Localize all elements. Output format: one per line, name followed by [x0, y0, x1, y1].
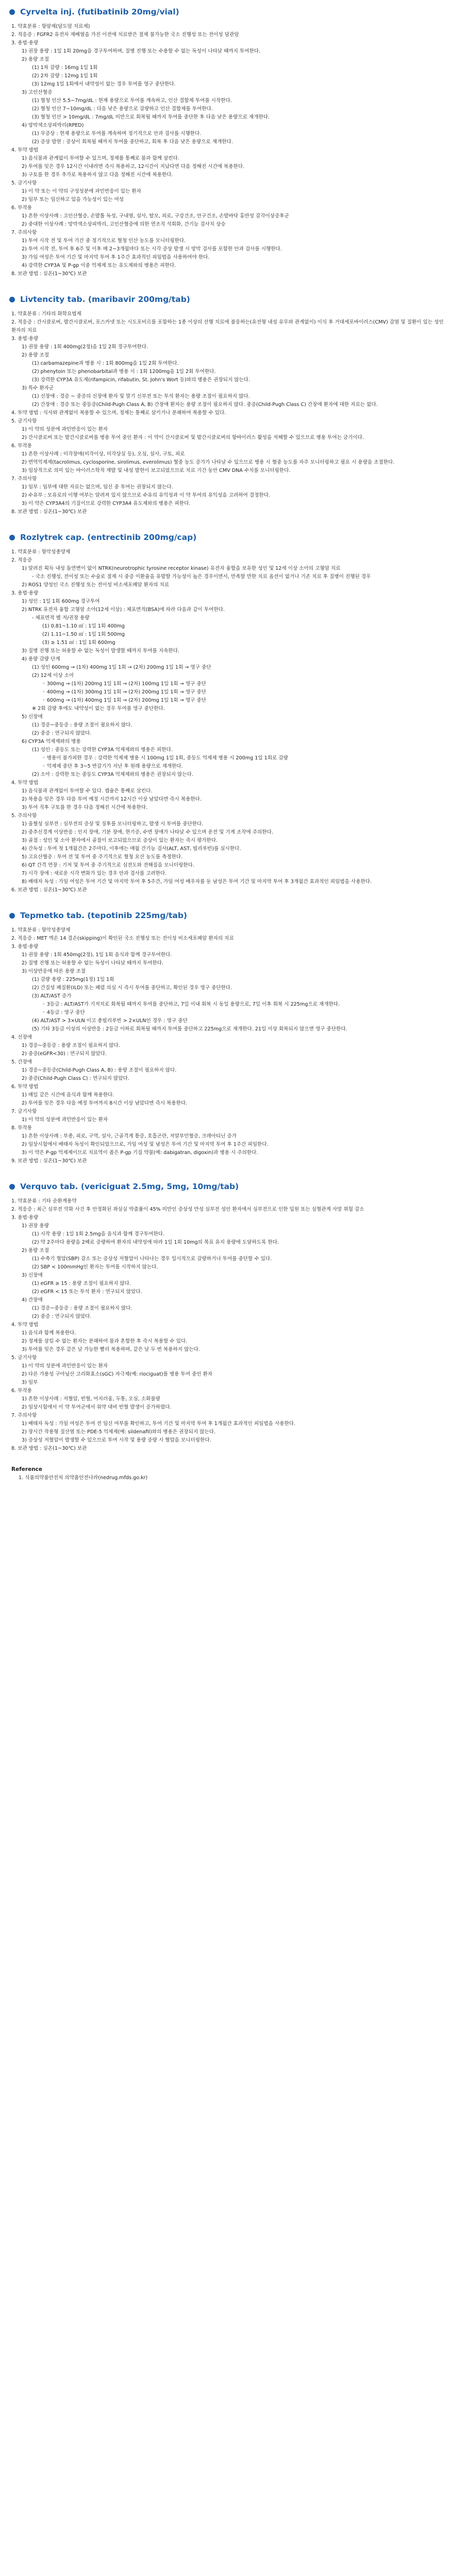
text-line: ◦ 600mg → (1차) 400mg 1일 1회 → (2차) 200mg 1일 1회 → 영구 중단: [42, 698, 206, 703]
text-line: 1) 권장 용량 : 1회 450mg(2정), 1일 1회 음식과 함께 경구투여한다.: [22, 952, 172, 958]
text-line: 2) 중추신경계 이상반응 : 인지 장애, 기분 장애, 현기증, 수면 장애가 나타날 수 있으며 운전 및 기계 조작에 주의한다.: [22, 829, 273, 835]
text-line: (1) 감량 용량 : 225mg(1정) 1일 1회: [32, 977, 114, 982]
text-line: 2) 수유부 : 모유로의 이행 여부는 알려져 있지 않으므로 수유의 유익성과 이 약 투여의 유익성을 고려하여 결정한다.: [22, 493, 270, 498]
drug-name: Rozlytrek cap. (entrectinib 200mg/cap): [20, 533, 197, 542]
text-line: 2) 다른 가용성 구아닐산 고리화효소(sGC) 자극제(예: riociguat)를 병용 투여 중인 환자: [22, 1371, 213, 1377]
section-bullet-icon: [9, 913, 15, 919]
text-line: ◦ 400mg → (1차) 300mg 1일 1회 → (2차) 200mg 1일 1회 → 영구 중단: [42, 689, 206, 695]
text-line: 3) 고인산혈증: [22, 90, 53, 95]
text-line: 1) 울혈성 심부전 : 심부전의 증상 및 징후를 모니터링하고, 발생 시 투여를 중단한다.: [22, 821, 204, 827]
text-line: 2) 중증(Child-Pugh Class C) : 연구되지 않았다.: [22, 1076, 129, 1081]
text-line: 1) 흔한 이상사례 : 고인산혈증, 손발톱 독성, 구내염, 설사, 탈모, 피로, 구강건조, 안구건조, 손발바닥 홍반성 감각이상증후군: [22, 213, 289, 219]
text-line: 2) 중증(eGFR<30) : 연구되지 않았다.: [22, 1051, 107, 1057]
text-line: 5. 금기사항: [11, 1355, 37, 1361]
drug-title: [9, 4, 458, 20]
text-line: 2) ROS1 양성인 국소 진행성 또는 전이성 비소세포폐암 환자의 치료: [22, 582, 170, 588]
text-line: 1. 약효분류 : 기타의 화학요법제: [11, 311, 81, 317]
text-line: 3) 질병 진행 또는 허용할 수 없는 독성이 발생할 때까지 투여를 지속한다.: [22, 648, 179, 654]
text-line: 2) 임부 또는 임신하고 있을 가능성이 있는 여성: [22, 197, 124, 202]
text-line: 3) 증상성 저혈압이 발생할 수 있으므로 투여 시작 및 용량 증량 시 혈압을 모니터링한다.: [22, 1437, 211, 1443]
text-line: 1) 매일 같은 시간에 음식과 함께 복용한다.: [22, 1092, 114, 1098]
drug-title: [9, 530, 458, 545]
text-line: 2) 투여를 잊은 경우 다음 예정 투여까지 8시간 이상 남았다면 즉시 복용한다.: [22, 1100, 188, 1106]
text-line: 1. 약효분류 : 항악성종양제: [11, 927, 71, 933]
text-line: 6) CYP3A 억제제와의 병용: [22, 739, 81, 744]
text-line: 6) QT 간격 연장 : 기저 및 투여 중 주기적으로 심전도와 전해질을 모니터링한다.: [22, 862, 194, 868]
text-line: 4) 강력한 CYP3A 및 P-gp 이중 억제제 또는 유도제와의 병용은 피한다.: [22, 263, 176, 268]
text-line: 2) 장시간 작용형 질산염 또는 PDE-5 억제제(예: sildenafil)와의 병용은 권장되지 않는다.: [22, 1429, 216, 1435]
text-line: 5) 고요산혈증 : 투여 전 및 투여 중 주기적으로 혈청 요산 농도를 측정한다.: [22, 854, 183, 860]
text-line: 8. 부작용: [11, 1125, 32, 1131]
text-line: (2) eGFR < 15 또는 투석 환자 : 연구되지 않았다.: [32, 1289, 142, 1295]
text-line: ◦ 3등급 : ALT/AST가 기저치로 회복될 때까지 투여를 중단하고, 7일 이내 회복 시 동일 용량으로, 7일 이후 회복 시 225mg으로 재개한다.: [42, 1002, 340, 1007]
text-line: (1) 0.81~1.10 ㎡ : 1일 1회 400mg: [42, 623, 125, 629]
text-line: ◦ 병용이 불가피한 경우 : 강력한 억제제 병용 시 100mg 1일 1회, 중등도 억제제 병용 시 200mg 1일 1회로 감량: [42, 755, 288, 761]
text-line: 2. 적응증: [11, 557, 32, 563]
text-line: (2) 1.11~1.50 ㎡ : 1일 1회 500mg: [42, 632, 125, 637]
text-line: (2) 중증 : 연구되지 않았다.: [32, 1314, 92, 1319]
text-line: 1. 약효분류 : 기타 순환계용약: [11, 1198, 77, 1204]
text-line: (1) 성인 : 중등도 또는 강력한 CYP3A 억제제와의 병용은 피한다.: [32, 747, 173, 753]
text-line: (2) 간장애 : 경증 또는 중등증(Child-Pugh Class A, B) 간장애 환자는 용량 조절이 필요하지 않다. 중증(Child-Pugh Class C) 간장애 환자에 대한 자료는 없다.: [32, 402, 378, 408]
text-line: 4. 신장애: [11, 1035, 32, 1040]
text-line: (2) 간질성 폐질환(ILD) 또는 폐렴 의심 시 즉시 투여를 중단하고, 확인된 경우 영구 중단한다.: [32, 985, 232, 991]
text-line: 5. 금기사항: [11, 418, 37, 424]
text-line: 1) 경증~중등증(Child-Pugh Class A, B) : 용량 조절이 필요하지 않다.: [22, 1067, 177, 1073]
text-line: 4. 투약 방법 : 식사와 관계없이 복용할 수 있으며, 정제는 통째로 삼키거나 분쇄하여 복용할 수 있다.: [11, 410, 226, 416]
text-line: - 국소 진행성, 전이성 또는 수술로 절제 시 중증 이환율을 유발할 가능성이 높은 경우이면서, 만족할 만한 치료 옵션이 없거나 기존 치료 후 질병이 진행된 경우: [32, 574, 371, 580]
text-line: 1) 배태자 독성 : 가임 여성은 투여 전 임신 여부를 확인하고, 투여 기간 및 마지막 투여 후 1개월간 효과적인 피임법을 사용한다.: [22, 1421, 296, 1427]
text-line: 8. 보관 방법 : 실온(1~30℃) 보관: [11, 271, 87, 277]
text-line: 3) 구토를 한 경우 추가로 복용하지 않고 다음 정해진 시간에 복용한다.: [22, 172, 173, 178]
text-line: 3. 용법·용량: [11, 590, 39, 596]
text-line: 5. 간장애: [11, 1059, 32, 1065]
text-line: 2. 적응증 : 최근 심부전 악화 사건 후 안정화된 좌심실 박출률이 45% 미만인 증상성 만성 심부전 성인 환자에서 심부전으로 인한 입원 또는 심혈관계 사망 위험 감소: [11, 1207, 364, 1212]
text-line: ※ 2회 감량 후에도 내약성이 없는 경우 투여를 영구 중단한다.: [32, 706, 165, 711]
text-line: 7. 주의사항: [11, 230, 37, 235]
drug-name: Tepmetko tab. (tepotinib 225mg/tab): [20, 911, 188, 920]
text-line: 4) 용량 감량 단계: [22, 656, 60, 662]
drug-title: [9, 1179, 458, 1194]
text-line: 1) 흔한 이상사례 : 미각장애(미각이상, 미각상실 등), 오심, 설사, 구토, 피로: [22, 451, 185, 457]
text-line: 3) 가임 여성은 투여 기간 및 마지막 투여 후 1주간 효과적인 피임법을 사용하여야 한다.: [22, 255, 210, 260]
text-line: 2) 용량 조절: [22, 352, 49, 358]
text-line: 4. 투약 방법: [11, 780, 39, 786]
text-line: - 체표면적 별 저/권장 용량: [32, 615, 90, 621]
text-line: 1) 음식물과 관계없이 투여할 수 있으며, 정제를 통째로 물과 함께 삼킨다.: [22, 156, 179, 161]
text-line: 2. 적응증 : MET 엑손 14 결손(skipping)이 확인된 국소 진행성 또는 전이성 비소세포폐암 환자의 치료: [11, 936, 234, 941]
drug-title: [9, 292, 458, 307]
section-bullet-icon: [9, 535, 15, 540]
text-line: 3. 용법·용량: [11, 336, 39, 342]
text-line: (4) ALT/AST > 3×ULN 이고 총빌리루빈 > 2×ULN인 경우 : 영구 중단: [32, 1018, 188, 1024]
text-line: 2) 간시클로버 또는 발간시클로버를 병용 투여 중인 환자 : 이 약이 간시클로버 및 발간시클로버의 항바이러스 활성을 저해할 수 있으므로 병용 투여는 금기이다.: [22, 435, 364, 440]
text-line: 4) 간장애: [22, 1297, 43, 1303]
text-line: 6. 보관 방법 : 실온(1~30℃) 보관: [11, 887, 87, 893]
text-line: 2) 임상시험에서 이 약 투여군에서 위약 대비 빈혈 발생이 증가하였다.: [22, 1404, 172, 1410]
text-line: (2) 2차 감량 : 12mg 1일 1회: [32, 73, 98, 79]
text-line: 6. 투약 방법: [11, 1084, 39, 1090]
text-line: (2) phenytoin 또는 phenobarbital과 병용 시 : 1회 1200mg을 1일 2회 투여한다.: [32, 369, 216, 375]
text-line: 2) 용량 조절: [22, 57, 49, 62]
text-line: 1. 약효분류 : 항악성종양제: [11, 549, 71, 555]
text-line: ◦ 4등급 : 영구 중단: [42, 1010, 85, 1015]
text-line: 2) 질병 진행 또는 허용할 수 없는 독성이 나타날 때까지 투여한다.: [22, 960, 164, 966]
text-line: 5. 금기사항: [11, 180, 37, 186]
text-line: (1) 경증~중등증 : 용량 조절이 필요하지 않다.: [32, 1306, 132, 1311]
text-line: 6. 부작용: [11, 205, 32, 211]
text-line: (1) 경증~중등증 : 용량 조절이 필요하지 않다.: [32, 722, 132, 728]
text-line: 2) 용량 조절: [22, 1248, 49, 1253]
text-line: 1) 흔한 이상사례 : 부종, 피로, 구역, 설사, 근골격계 통증, 호흡곤란, 저알부민혈증, 크레아티닌 증가: [22, 1133, 237, 1139]
text-line: 9. 보관 방법 : 실온(1~30℃) 보관: [11, 1158, 87, 1164]
drug-section: [9, 908, 458, 1165]
text-line: 2) 중대한 이상사례 : 망막색소상피박리, 고인산혈증에 의한 연조직 석회화, 간기능 검사치 상승: [22, 222, 226, 227]
text-line: 1) 경증~중등증 : 용량 조절이 필요하지 않다.: [22, 1043, 120, 1048]
drug-title: [9, 908, 458, 923]
text-line: 4. 투약 방법: [11, 147, 39, 153]
text-line: 8. 보관 방법 : 실온(1~30℃) 보관: [11, 509, 87, 515]
text-line: 1) 음식물과 관계없이 투여할 수 있다. 캡슐은 통째로 삼킨다.: [22, 788, 153, 794]
text-line: (3) ≥ 1.51 ㎡ : 1일 1회 600mg: [42, 640, 115, 646]
text-line: 1) 흔한 이상사례 : 저혈압, 빈혈, 어지러움, 두통, 오심, 소화불량: [22, 1396, 160, 1402]
text-line: (2) 12세 이상 소아: [32, 673, 74, 679]
text-line: (2) 혈청 인산 7~10mg/dL : 다음 낮은 용량으로 감량하고 인산 결합제를 투여한다.: [32, 106, 213, 112]
text-line: 8) 배태자 독성 : 가임 여성은 투여 기간 및 마지막 투여 후 5주간, 가임 여성 배우자를 둔 남성은 투여 기간 및 마지막 투여 후 3개월간 효과적인 피임법을 사용한다.: [22, 879, 372, 885]
text-line: 3. 용법·용량: [11, 1215, 39, 1221]
text-line: 3) 이 약은 CYP3A4의 기질이므로 강력한 CYP3A4 유도제와의 병용은 피한다.: [22, 501, 191, 506]
drug-name: Livtencity tab. (maribavir 200mg/tab): [20, 295, 190, 304]
drug-name: Verquvo tab. (vericiguat 2.5mg, 5mg, 10mg/tab): [20, 1182, 239, 1191]
section-bullet-icon: [9, 297, 15, 302]
section-bullet-icon: [9, 9, 15, 15]
text-line: 1. 약효분류 : 항암제(담도암 치료제): [11, 24, 90, 29]
text-line: 5. 주의사항: [11, 813, 37, 819]
text-line: 1) 권장 용량 : 1일 1회 20mg을 경구투여하며, 질병 진행 또는 수용할 수 없는 독성이 나타날 때까지 투여한다.: [22, 48, 261, 54]
text-line: (2) 증상 발현 : 증상이 회복될 때까지 투여를 중단하고, 회복 후 다음 낮은 용량으로 재개한다.: [32, 139, 233, 145]
text-line: 3) 투여 직후 구토를 한 경우 다음 정해진 시간에 복용한다.: [22, 805, 148, 810]
text-line: 4) 간독성 : 투여 첫 1개월간은 2주마다, 이후에는 매월 간기능 검사(ALT, AST, 빌리루빈)를 실시한다.: [22, 846, 241, 852]
text-line: 7) 시각 장애 : 새로운 시각 변화가 있는 경우 안과 검사를 고려한다.: [22, 871, 167, 876]
text-line: 3) 임상적으로 의미 있는 바이러스학적 재발 및 내성 발현이 보고되었으므로 치료 기간 동안 CMV DNA 수치를 모니터링한다.: [22, 468, 291, 473]
section-bullet-icon: [9, 1184, 15, 1190]
text-line: 3) 이 약은 P-gp 억제제이므로 치료역이 좁은 P-gp 기질 약물(예: dabigatran, digoxin)과 병용 시 주의한다.: [22, 1150, 258, 1156]
text-line: ◦ 억제제 중단 후 3~5 반감기가 지난 후 원래 용량으로 재개한다.: [42, 764, 183, 769]
text-line: 1) 성인 : 1일 1회 600mg 경구투여: [22, 599, 100, 604]
text-line: 3) 이상반응에 따른 용량 조절: [22, 969, 86, 974]
text-line: 4) 망막색소상피박리(RPED): [22, 123, 84, 128]
text-line: (2) 중증 : 연구되지 않았다.: [32, 731, 92, 736]
text-line: (2) SBP < 100mmHg인 환자는 투여를 시작하지 않는다.: [32, 1264, 158, 1270]
text-line: 1) 이 약의 성분에 과민반응이 있는 환자: [22, 427, 108, 432]
text-line: 1) 권장 용량: [22, 1223, 49, 1229]
text-line: 3) 신장애: [22, 1273, 43, 1278]
text-line: 4. 투약 방법: [11, 1322, 39, 1328]
text-line: 1) 알려진 획득 내성 돌연변이 없이 NTRK(neurotrophic tyrosine receptor kinase) 유전자 융합을 보유한 성인 및 12세 이상 소아의 고형암 치료: [22, 566, 341, 571]
text-line: (3) 혈청 인산 > 10mg/dL : 7mg/dL 미만으로 회복될 때까지 투여를 중단한 후 다음 낮은 용량으로 재개한다.: [32, 114, 270, 120]
text-line: (1) eGFR ≥ 15 : 용량 조절이 필요하지 않다.: [32, 1281, 131, 1286]
text-line: (1) 시작 용량 : 1일 1회 2.5mg을 음식과 함께 경구투여한다.: [32, 1231, 165, 1237]
text-line: (1) 혈청 인산 5.5~7mg/dL : 현재 용량으로 투여를 계속하고, 인산 결합제 투여를 시작한다.: [32, 98, 232, 104]
text-line: 3) 임부: [22, 1380, 38, 1385]
drug-name: Cyrvelta inj. (futibatinib 20mg/vial): [20, 7, 179, 16]
text-line: (3) 12mg 1일 1회에서 내약성이 없는 경우 투여를 영구 중단한다.: [32, 81, 176, 87]
drug-list: [9, 4, 458, 1453]
text-line: 2) 정제를 삼킬 수 없는 환자는 분쇄하여 물과 혼합한 후 즉시 복용할 수 있다.: [22, 1338, 188, 1344]
text-line: 7. 주의사항: [11, 1413, 37, 1418]
text-line: 3) 투여를 잊은 경우 같은 날 가능한 빨리 복용하며, 같은 날 두 번 복용하지 않는다.: [22, 1347, 200, 1352]
reference-item: 1. 식품의약품안전처 의약품안전나라(nedrug.mfds.go.kr): [19, 1475, 148, 1481]
reference-heading: Reference: [11, 1466, 43, 1472]
drug-section: [9, 292, 458, 516]
text-line: 2) 임상시험에서 배태자 독성이 확인되었으므로, 가임 여성 및 남성은 투여 기간 및 마지막 투여 후 1주간 피임한다.: [22, 1142, 269, 1147]
text-line: 2) 투여를 잊은 경우 12시간 이내라면 즉시 복용하고, 12시간이 지났다면 다음 정해진 시간에 복용한다.: [22, 164, 245, 170]
text-line: 2) 복용을 잊은 경우 다음 투여 예정 시간까지 12시간 이상 남았다면 즉시 복용한다.: [22, 796, 202, 802]
text-line: 3. 용법·용량: [11, 944, 39, 950]
text-line: 3. 용법·용량: [11, 40, 39, 46]
text-line: (2) 약 2주마다 용량을 2배로 증량하여 환자의 내약성에 따라 1일 1회 10mg의 목표 유지 용량에 도달하도록 한다.: [32, 1240, 279, 1245]
text-line: 7. 주의사항: [11, 476, 37, 482]
text-line: 6. 부작용: [11, 443, 32, 449]
text-line: (1) 무증상 : 현재 용량으로 투여를 계속하며 정기적으로 안과 검사를 시행한다.: [32, 131, 202, 137]
text-line: (5) 기타 3등급 이상의 이상반응 : 2등급 이하로 회복될 때까지 투여를 중단하고 225mg으로 재개한다. 21일 이상 회복되지 않으면 영구 중단한다.: [32, 1026, 347, 1032]
text-line: 3) 특수 환자군: [22, 385, 54, 391]
text-line: (2) 소아 : 강력한 또는 중등도 CYP3A 억제제와의 병용은 권장되지 않는다.: [32, 772, 193, 777]
drug-section: [9, 530, 458, 894]
text-line: 5) 신장애: [22, 714, 43, 720]
text-line: 2) 투여 시작 전, 투여 후 6주 및 이후 매 2~3개월마다 또는 시각 증상 발생 시 망막 검사를 포함한 안과 검사를 시행한다.: [22, 246, 282, 252]
text-line: 1) 음식과 함께 복용한다.: [22, 1330, 76, 1336]
text-line: 3) 골절 : 성인 및 소아 환자에서 골절이 보고되었으므로 증상이 있는 환자는 즉시 평가한다.: [22, 838, 218, 843]
text-line: 1) 임부 : 임부에 대한 자료는 없으며, 임신 중 투여는 권장되지 않는다.: [22, 484, 173, 490]
text-line: 2) 면역억제제(tacrolimus, cyclosporine, sirolimus, everolimus) 혈중 농도 증가가 나타날 수 있으므로 병용 시 혈중 농도를 자주 모니터링하고 필요 시 용량을 조절한다.: [22, 460, 395, 465]
references: [9, 1466, 458, 1482]
text-line: (1) 1차 감량 : 16mg 1일 1회: [32, 65, 98, 71]
text-line: 6. 부작용: [11, 1388, 32, 1394]
text-line: 2. 적응증 : FGFR2 유전자 재배열을 가진 이전에 치료받은 절제 불가능한 국소 진행성 또는 전이성 담관암: [11, 32, 239, 38]
text-line: 1) 이 약의 성분에 과민반응이 있는 환자: [22, 1117, 108, 1123]
text-line: (1) 성인 600mg → (1차) 400mg 1일 1회 → (2차) 200mg 1일 1회 → 영구 중단: [32, 665, 211, 670]
drug-section: [9, 1179, 458, 1453]
text-line: (3) 강력한 CYP3A 유도제(rifampicin, rifabutin, St. John's Wort 등)와의 병용은 권장되지 않는다.: [32, 377, 251, 383]
text-line: ◦ 300mg → (1차) 200mg 1일 1회 → (2차) 100mg 1일 1회 → 영구 중단: [42, 681, 206, 687]
text-line: (3) ALT/AST 증가: [32, 993, 72, 999]
text-line: (1) 신장애 : 경증 ~ 중증의 신장애 환자 및 말기 신부전 또는 투석 환자는 용량 조절이 필요하지 않다.: [32, 394, 250, 399]
text-line: 1) 투여 시작 전 및 투여 기간 중 정기적으로 혈청 인산 농도를 모니터링한다.: [22, 238, 186, 244]
text-line: 2. 적응증 : 간시클로버, 발간시클로버, 포스카넷 또는 시도포비르를 포함하는 1종 이상의 선행 치료에 불응하는(유전형 내성 유무와 관계없이) 이식 후 거대세포바이러스(CMV) 감염 및 질환이 있는 성인 환자의 치료: [11, 319, 445, 333]
text-line: (1) carbamazepine과 병용 시 : 1회 800mg을 1일 2회 투여한다.: [32, 361, 179, 366]
reference-list: [9, 1474, 458, 1482]
text-line: 2) NTRK 유전자 융합 고형암 소아(12세 이상) : 체표면적(BSA)에 따라 다음과 같이 투여한다.: [22, 607, 225, 613]
text-line: (1) 수축기 혈압(SBP) 감소 또는 증상성 저혈압이 나타나는 경우 일시적으로 감량하거나 투여를 중단할 수 있다.: [32, 1256, 272, 1262]
text-line: 1) 이 약 또는 이 약의 구성성분에 과민반응이 있는 환자: [22, 189, 141, 194]
text-line: 1) 권장 용량 : 1회 400mg(2정)을 1일 2회 경구투여한다.: [22, 344, 148, 350]
text-line: 7. 금기사항: [11, 1109, 37, 1114]
drug-section: [9, 4, 458, 278]
text-line: 1) 이 약의 성분에 과민반응이 있는 환자: [22, 1363, 108, 1369]
text-line: 8. 보관 방법 : 실온(1~30℃) 보관: [11, 1446, 87, 1451]
